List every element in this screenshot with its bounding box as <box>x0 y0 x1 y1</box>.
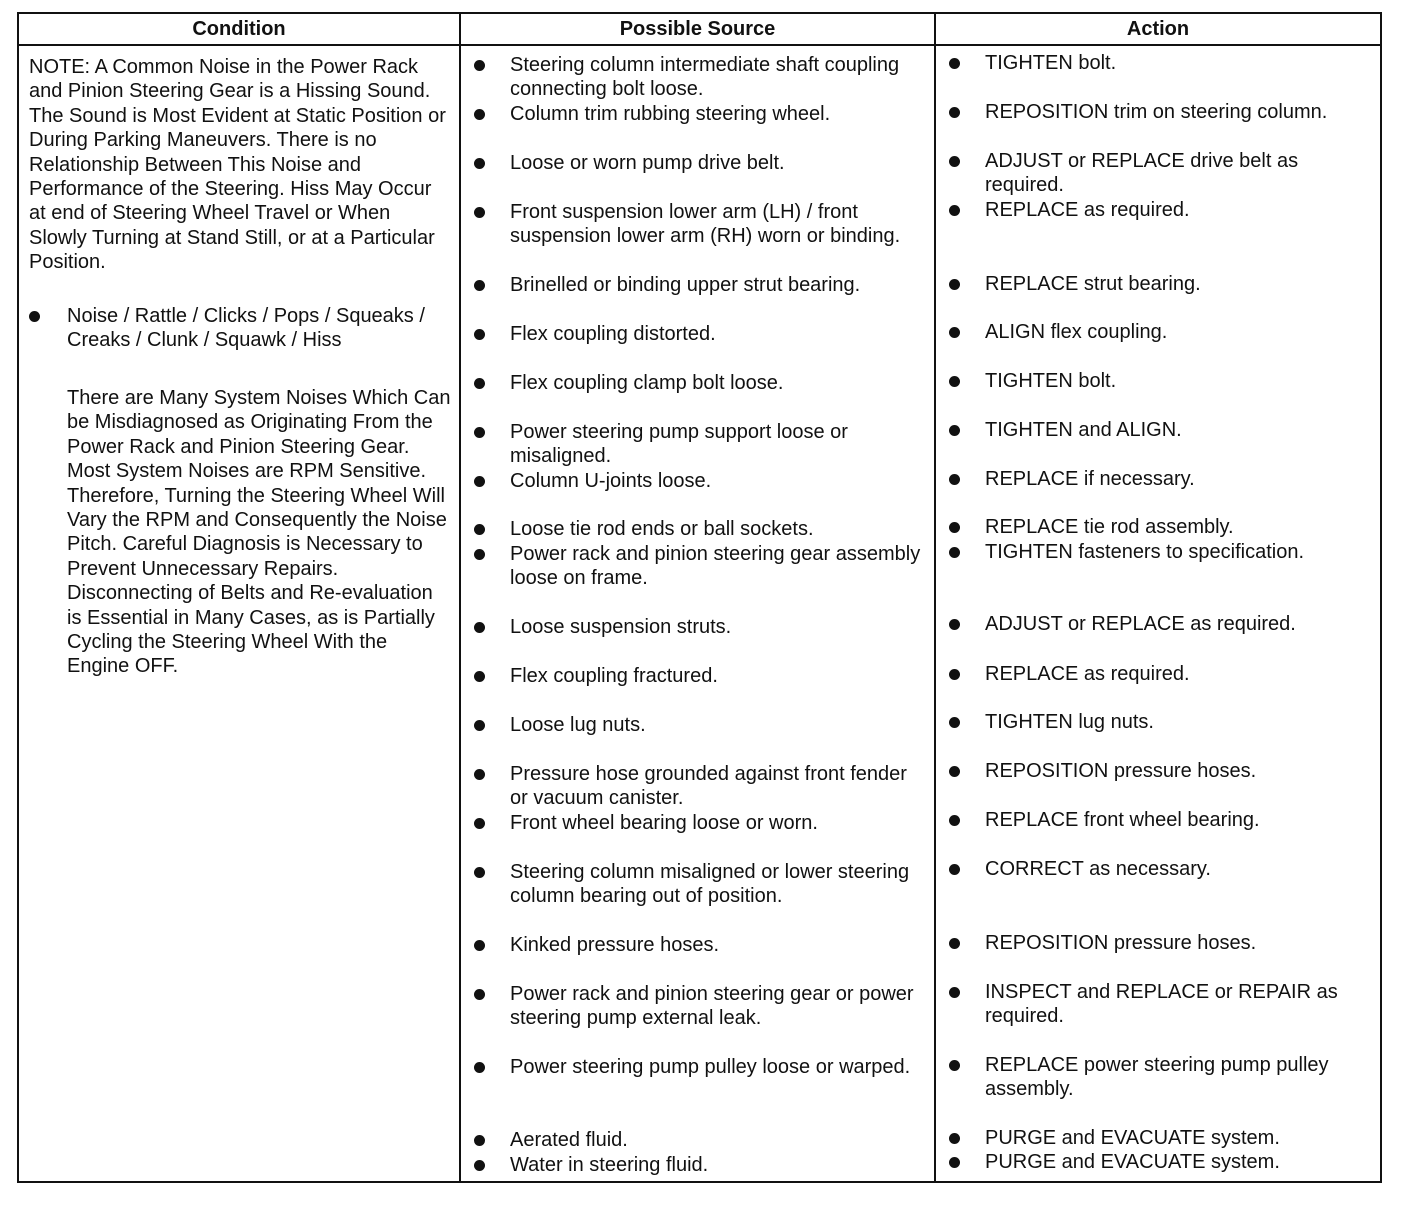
action-text: TIGHTEN fasteners to specification. <box>985 541 1305 563</box>
bullet-icon <box>949 279 960 290</box>
action-text: REPLACE power steering pump pulley assembly. <box>985 1054 1329 1101</box>
source-text: Loose or worn pump drive belt. <box>510 152 785 174</box>
source-text: Brinelled or binding upper strut bearing. <box>510 274 861 296</box>
bullet-icon <box>474 109 485 120</box>
condition-bullet: Noise / Rattle / Clicks / Pops / Squeaks / Creaks / Clunk / Squawk / Hiss <box>67 305 425 352</box>
header-possible-source: Possible Source <box>619 17 776 40</box>
source-text: Kinked pressure hoses. <box>510 934 720 956</box>
action-text: ALIGN flex coupling. <box>985 321 1168 343</box>
source-text: Aerated fluid. <box>510 1129 628 1151</box>
source-text: Loose suspension struts. <box>510 616 732 638</box>
bullet-icon <box>949 156 960 167</box>
bullet-icon <box>474 60 485 71</box>
bullet-icon <box>474 818 485 829</box>
bullet-icon <box>949 522 960 533</box>
bullet-icon <box>949 107 960 118</box>
action-text: TIGHTEN lug nuts. <box>985 711 1154 733</box>
source-text: Flex coupling clamp bolt loose. <box>510 372 784 394</box>
bullet-icon <box>949 425 960 436</box>
source-text: Front suspension lower arm (LH) / front suspension lower arm (RH) worn or binding. <box>510 201 901 248</box>
source-text: Loose tie rod ends or ball sockets. <box>510 518 814 540</box>
action-text: REPOSITION pressure hoses. <box>985 932 1257 954</box>
action-text: INSPECT and REPLACE or REPAIR as required. <box>985 981 1338 1028</box>
bullet-icon <box>474 1135 485 1146</box>
source-text: Column U-joints loose. <box>510 470 712 492</box>
bullet-icon <box>474 280 485 291</box>
bullet-icon <box>949 619 960 630</box>
source-text: Flex coupling fractured. <box>510 665 718 687</box>
source-text: Water in steering fluid. <box>510 1154 709 1176</box>
bullet-icon <box>474 1160 485 1171</box>
action-text: REPOSITION trim on steering column. <box>985 101 1328 123</box>
action-text: PURGE and EVACUATE system. <box>985 1151 1280 1173</box>
bullet-icon <box>474 427 485 438</box>
action-text: TIGHTEN and ALIGN. <box>985 419 1182 441</box>
column-divider <box>459 12 461 1183</box>
bullet-icon <box>29 311 40 322</box>
bullet-icon <box>474 207 485 218</box>
column-divider <box>934 12 936 1183</box>
source-text: Front wheel bearing loose or worn. <box>510 812 818 834</box>
action-text: REPLACE if necessary. <box>985 468 1195 490</box>
bullet-icon <box>949 987 960 998</box>
bullet-icon <box>949 474 960 485</box>
bullet-icon <box>949 815 960 826</box>
header-condition: Condition <box>192 17 286 40</box>
bullet-icon <box>949 547 960 558</box>
bullet-icon <box>949 766 960 777</box>
bullet-icon <box>474 940 485 951</box>
source-text: Power steering pump pulley loose or warped. <box>510 1056 911 1078</box>
source-text: Steering column intermediate shaft coupling connecting bolt loose. <box>510 54 900 101</box>
bullet-icon <box>949 1157 960 1168</box>
source-text: Power rack and pinion steering gear assembly loose on frame. <box>510 543 921 590</box>
bullet-icon <box>474 769 485 780</box>
source-text: Flex coupling distorted. <box>510 323 716 345</box>
action-text: REPLACE strut bearing. <box>985 273 1201 295</box>
bullet-icon <box>474 720 485 731</box>
bullet-icon <box>949 1060 960 1071</box>
condition-note: NOTE: A Common Noise in the Power Rack and Pinion Steering Gear is a Hissing Sound. The Sound is Most Evident at Static Position or During Parking Maneuvers. There is no Relationship Between This Noise and Performance of the Steering. Hiss May Occur at end of Steering Wheel Travel or When Slowly Turning at Stand Still, or at a Particular Position. <box>29 56 446 274</box>
action-text: TIGHTEN bolt. <box>985 52 1117 74</box>
bullet-icon <box>949 376 960 387</box>
action-text: ADJUST or REPLACE drive belt as required. <box>985 150 1299 197</box>
bullet-icon <box>474 158 485 169</box>
bullet-icon <box>474 378 485 389</box>
bullet-icon <box>474 989 485 1000</box>
bullet-icon <box>474 549 485 560</box>
bullet-icon <box>474 476 485 487</box>
bullet-icon <box>949 669 960 680</box>
action-text: REPLACE as required. <box>985 199 1190 221</box>
condition-detail: There are Many System Noises Which Can be Misdiagnosed as Originating From the Power Rack and Pinion Steering Gear. Most System Noises are RPM Sensitive. Therefore, Turning the Steering Wheel Will Vary the RPM and Consequently the Noise Pitch. Careful Diagnosis is Necessary to Prevent Unnecessary Repairs. Disconnecting of Belts and Re-evaluation is Essential in Many Cases, as is Partially Cycling the Steering Wheel With the Engine OFF. <box>67 387 451 678</box>
header-action: Action <box>1126 17 1190 40</box>
bullet-icon <box>474 329 485 340</box>
bullet-icon <box>474 867 485 878</box>
bullet-icon <box>474 622 485 633</box>
bullet-icon <box>949 327 960 338</box>
source-text: Power steering pump support loose or misaligned. <box>510 421 848 468</box>
bullet-icon <box>949 864 960 875</box>
source-text: Column trim rubbing steering wheel. <box>510 103 831 125</box>
bullet-icon <box>474 524 485 535</box>
action-text: REPLACE tie rod assembly. <box>985 516 1234 538</box>
source-text: Power rack and pinion steering gear or power steering pump external leak. <box>510 983 914 1030</box>
source-text: Steering column misaligned or lower steering column bearing out of position. <box>510 861 910 908</box>
source-text: Loose lug nuts. <box>510 714 646 736</box>
action-text: TIGHTEN bolt. <box>985 370 1117 392</box>
source-text: Pressure hose grounded against front fender or vacuum canister. <box>510 763 907 810</box>
bullet-icon <box>949 58 960 69</box>
bullet-icon <box>949 717 960 728</box>
bullet-icon <box>949 938 960 949</box>
header-divider <box>17 44 1382 46</box>
action-text: PURGE and EVACUATE system. <box>985 1127 1280 1149</box>
action-text: CORRECT as necessary. <box>985 858 1211 880</box>
action-text: REPOSITION pressure hoses. <box>985 760 1257 782</box>
bullet-icon <box>949 1133 960 1144</box>
action-text: REPLACE as required. <box>985 663 1190 685</box>
action-text: ADJUST or REPLACE as required. <box>985 613 1296 635</box>
bullet-icon <box>474 1062 485 1073</box>
bullet-icon <box>949 205 960 216</box>
bullet-icon <box>474 671 485 682</box>
action-text: REPLACE front wheel bearing. <box>985 809 1260 831</box>
